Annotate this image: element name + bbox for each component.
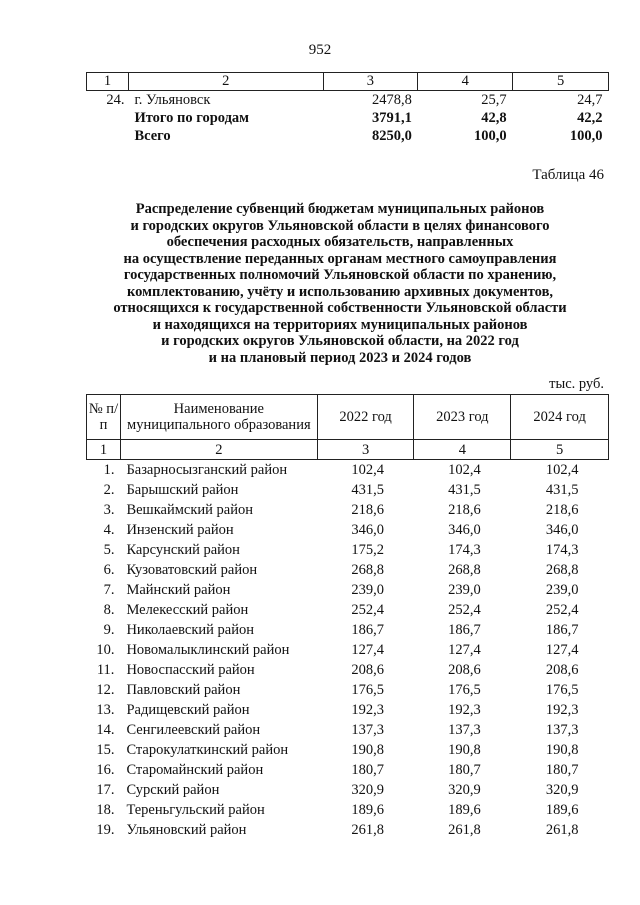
row-index: 1. <box>103 462 115 478</box>
value-2023: 174,3 <box>448 542 481 558</box>
value-2024: 180,7 <box>545 762 579 778</box>
header-2022: 2022 год <box>317 395 414 440</box>
table-row <box>87 660 609 680</box>
value-2024: 127,4 <box>545 642 579 658</box>
district-name: Вешкаймский район <box>126 502 253 518</box>
value-2023: 261,8 <box>448 822 481 838</box>
value-2023: 189,6 <box>448 802 481 818</box>
table-row <box>87 780 609 800</box>
value-2024: 189,6 <box>545 802 579 818</box>
row-percent: 25,7 <box>481 92 507 108</box>
column-number: 5 <box>511 440 609 460</box>
row-index: 11. <box>96 662 115 678</box>
district-name: Старокулаткинский район <box>126 742 289 758</box>
value-2022: 252,4 <box>351 602 384 618</box>
table-row <box>87 640 609 660</box>
value-2023: 137,3 <box>448 722 481 738</box>
table-row <box>87 700 609 720</box>
row-index: 16. <box>96 762 115 778</box>
title-line: и городских округов Ульяновской области, на 2022 год <box>161 333 519 349</box>
value-2022: 268,8 <box>351 562 384 578</box>
row-percent: 100,0 <box>569 128 603 144</box>
column-number: 2 <box>120 440 317 460</box>
column-number-row <box>87 440 609 460</box>
district-name: Барышский район <box>126 482 239 498</box>
value-2022: 175,2 <box>351 542 384 558</box>
row-index: 15. <box>96 742 115 758</box>
district-name: Николаевский район <box>126 622 254 638</box>
value-2024: 252,4 <box>545 602 579 618</box>
row-index <box>87 127 129 145</box>
district-name: Радищевский район <box>126 702 250 718</box>
value-2022: 208,6 <box>351 662 384 678</box>
subtotal-row <box>87 109 609 127</box>
column-number: 5 <box>513 73 609 91</box>
column-number: 1 <box>87 440 121 460</box>
district-name: Мелекесский район <box>126 602 249 618</box>
value-2024: 346,0 <box>545 522 579 538</box>
row-index: 19. <box>96 822 115 838</box>
value-2023: 431,5 <box>448 482 481 498</box>
value-2023: 102,4 <box>448 462 481 478</box>
value-2024: 239,0 <box>545 582 579 598</box>
column-number: 4 <box>414 440 511 460</box>
table-row <box>87 620 609 640</box>
value-2022: 189,6 <box>351 802 384 818</box>
table-label: Таблица 46 <box>532 167 604 183</box>
value-2022: 127,4 <box>351 642 384 658</box>
row-index: 6. <box>103 562 115 578</box>
value-2022: 137,3 <box>351 722 384 738</box>
value-2024: 218,6 <box>545 502 579 518</box>
row-percent: 24,7 <box>577 92 603 108</box>
table-row <box>87 600 609 620</box>
title-line: и находящихся на территориях муниципальных районов <box>152 316 528 333</box>
row-index: 4. <box>103 522 115 538</box>
value-2024: 176,5 <box>545 682 579 698</box>
district-name: Новоспасский район <box>126 662 255 678</box>
table-row <box>87 520 609 540</box>
value-2024: 261,8 <box>545 822 579 838</box>
value-2024: 137,3 <box>545 722 579 738</box>
table-body <box>87 460 609 841</box>
table-row <box>87 740 609 760</box>
title-line: и на плановый период 2023 и 2024 годов <box>208 349 472 366</box>
row-index: 18. <box>96 802 115 818</box>
row-index: 12. <box>96 682 115 698</box>
value-2023: 190,8 <box>448 742 481 758</box>
value-2024: 431,5 <box>545 482 579 498</box>
table-row <box>87 680 609 700</box>
table-row <box>87 460 609 481</box>
row-percent: 42,2 <box>577 110 603 126</box>
value-2024: 268,8 <box>545 562 579 578</box>
table-row <box>87 500 609 520</box>
unit-label: тыс. руб. <box>549 376 604 392</box>
value-2022: 261,8 <box>351 822 384 838</box>
title-line: комплектованию, учёту и использованию архивных документов, <box>126 283 554 300</box>
value-2022: 192,3 <box>351 702 384 718</box>
table-row <box>87 480 609 500</box>
value-2024: 174,3 <box>545 542 579 558</box>
table-row <box>87 800 609 820</box>
title-line: относящихся к государственной собственности Ульяновской области <box>113 300 567 316</box>
value-2022: 190,8 <box>351 742 384 758</box>
district-name: Тереньгульский район <box>126 802 265 818</box>
value-2023: 180,7 <box>448 762 481 778</box>
row-index: 3. <box>103 502 115 518</box>
table-row <box>87 720 609 740</box>
row-index <box>87 109 129 127</box>
value-2022: 218,6 <box>351 502 384 518</box>
district-name: Сурский район <box>126 782 220 798</box>
table-row <box>87 91 609 110</box>
district-name: Базарносызганский район <box>126 462 288 478</box>
row-index: 14. <box>96 722 115 738</box>
row-value: 8250,0 <box>371 128 412 144</box>
title-line: на осуществление переданных органам местного самоуправления <box>123 250 557 267</box>
column-number: 4 <box>418 73 513 91</box>
column-number-row <box>87 73 609 91</box>
value-2022: 180,7 <box>351 762 384 778</box>
row-index: 17. <box>96 782 115 798</box>
value-2023: 252,4 <box>448 602 481 618</box>
value-2024: 190,8 <box>545 742 579 758</box>
row-index: 10. <box>96 642 115 658</box>
value-2023: 239,0 <box>448 582 481 598</box>
row-value: 2478,8 <box>371 92 412 108</box>
district-name: Павловский район <box>126 682 241 698</box>
title-line: обеспечения расходных обязательств, направленных <box>166 234 514 250</box>
row-percent: 42,8 <box>481 110 507 126</box>
district-name: Карсунский район <box>126 542 240 558</box>
header-name: Наименование муниципального образования <box>120 395 317 440</box>
value-2023: 186,7 <box>448 622 481 638</box>
page-number: 952 <box>308 42 332 58</box>
column-number: 1 <box>87 73 129 91</box>
value-2022: 102,4 <box>351 462 384 478</box>
value-2024: 186,7 <box>545 622 579 638</box>
district-name: Новомалыклинский район <box>126 642 290 658</box>
table-row <box>87 580 609 600</box>
row-index: 24. <box>106 92 125 108</box>
title-line: государственных полномочий Ульяновской области по хранению, <box>123 267 557 283</box>
value-2022: 186,7 <box>351 622 384 638</box>
column-number: 2 <box>128 73 323 91</box>
header-2024: 2024 год <box>511 395 609 440</box>
value-2023: 208,6 <box>448 662 481 678</box>
row-index: 2. <box>103 482 115 498</box>
value-2024: 208,6 <box>545 662 579 678</box>
value-2023: 320,9 <box>448 782 481 798</box>
value-2024: 320,9 <box>545 782 579 798</box>
value-2022: 320,9 <box>351 782 384 798</box>
table-title <box>70 201 610 366</box>
column-number: 3 <box>323 73 418 91</box>
value-2024: 192,3 <box>545 702 579 718</box>
district-name: Сенгилеевский район <box>126 722 261 738</box>
value-2022: 176,5 <box>351 682 384 698</box>
row-name: г. Ульяновск <box>134 92 211 108</box>
value-2022: 431,5 <box>351 482 384 498</box>
row-index: 5. <box>103 542 115 558</box>
value-2023: 218,6 <box>448 502 481 518</box>
table-row <box>87 540 609 560</box>
column-number: 3 <box>317 440 414 460</box>
header-2023: 2023 год <box>414 395 511 440</box>
title-line: Распределение субвенций бюджетам муниципальных районов <box>135 201 545 217</box>
district-name: Кузоватовский район <box>126 562 258 578</box>
value-2024: 102,4 <box>545 462 579 478</box>
subvention-table <box>86 394 609 840</box>
row-index: 9. <box>103 622 115 638</box>
district-name: Ульяновский район <box>126 822 247 838</box>
row-index: 13. <box>96 702 115 718</box>
row-name: Итого по городам <box>134 110 250 126</box>
row-index: 7. <box>103 582 115 598</box>
row-index: 8. <box>103 602 115 618</box>
row-value: 3791,1 <box>371 110 412 126</box>
table-row <box>87 820 609 840</box>
continuation-table <box>86 72 609 145</box>
value-2023: 176,5 <box>448 682 481 698</box>
row-percent: 100,0 <box>474 128 507 144</box>
header-number: № п/п <box>87 395 121 440</box>
district-name: Майнский район <box>126 582 231 598</box>
table-row <box>87 760 609 780</box>
title-line: и городских округов Ульяновской области в целях финансового <box>130 217 550 234</box>
row-name: Всего <box>134 128 171 144</box>
value-2023: 192,3 <box>448 702 481 718</box>
value-2022: 346,0 <box>351 522 384 538</box>
district-name: Старомайнский район <box>126 762 264 778</box>
table-row <box>87 560 609 580</box>
district-name: Инзенский район <box>126 522 234 538</box>
value-2023: 127,4 <box>448 642 481 658</box>
value-2023: 268,8 <box>448 562 481 578</box>
header-row <box>87 395 609 440</box>
value-2023: 346,0 <box>448 522 481 538</box>
value-2022: 239,0 <box>351 582 384 598</box>
total-row <box>87 127 609 145</box>
